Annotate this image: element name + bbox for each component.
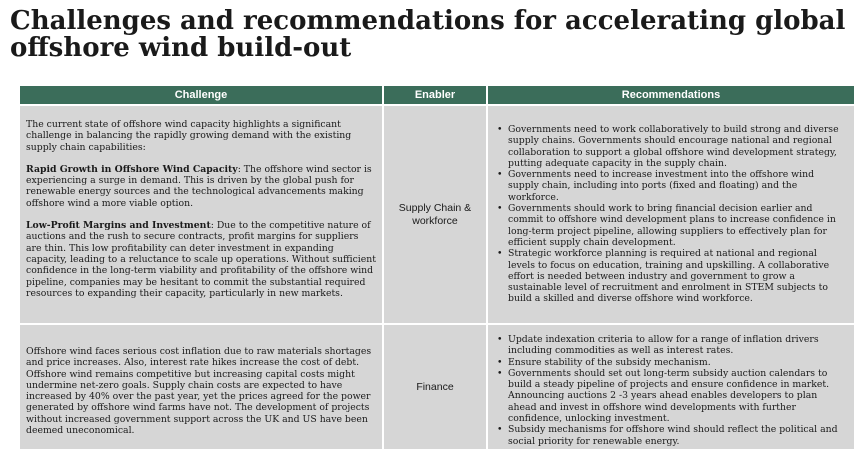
recommendation-item: • Governments need to work collaboratively to build strong and diverse supply chains. Governments should encourage national and regional collaboration to support a global offshore wind development strategy, putting adequate capacity in the supply chain.	[494, 124, 846, 169]
enabler-label: Supply Chain & workforce	[398, 201, 472, 227]
recommendation-item: • Governments need to increase investment into the offshore wind supply chain, including into ports (fixed and floating) and the workforce.	[494, 169, 846, 203]
recommendation-item: • Update indexation criteria to allow for a range of inflation drivers including commodities as well as interest rates.	[494, 334, 846, 357]
challenge-text: Offshore wind faces serious cost inflation due to raw materials shortages and price increases. Also, interest rate hikes increase the cost of debt. Offshore wind remains competitive but increasing capital costs might undermine net-zero goals. Supply chain costs are expected to have increased by 40% over the past year, yet the prices agreed for the power generated by offshore wind farms have not. The development of projects without increased government support across the UK and US have been deemed uneconomical.	[26, 346, 372, 437]
page-title: Challenges and recommendations for accelerating global offshore wind build-out	[10, 6, 846, 63]
challenge-heading: Rapid Growth in Offshore Wind Capacity	[26, 163, 238, 175]
enabler-cell-supply-chain	[384, 106, 486, 323]
header-challenge: Challenge	[20, 86, 382, 104]
challenge-heading: Low-Profit Margins and Investment	[26, 220, 211, 232]
challenge-cell-supply-chain	[20, 106, 382, 323]
header-recommendations: Recommendations	[488, 86, 854, 104]
challenge-intro: The current state of offshore wind capacity highlights a significant challenge in balancing the rapidly growing demand with the existing supply chain capabilities:	[26, 119, 352, 153]
recommendation-item: • Strategic workforce planning is required at national and regional levels to focus on education, training and upskilling. A collaborative effort is needed between industry and government to grow a sustainable level of recruitment and enrolment in STEM subjects to build a skilled and diverse offshore wind workforce.	[494, 248, 846, 304]
enabler-label: Finance	[416, 380, 454, 393]
recommendation-item: • Governments should work to bring financial decision earlier and commit to offshore wind development plans to increase confidence in long-term project pipeline, allowing suppliers to effectively plan for efficient supply chain development.	[494, 203, 846, 248]
challenge-cell-finance	[20, 325, 382, 449]
recommendation-item: • Ensure stability of the subsidy mechanism.	[494, 357, 846, 368]
recommendation-item: • Subsidy mechanisms for offshore wind should reflect the political and social priority for renewable energy.	[494, 424, 846, 447]
recommendations-cell-finance	[488, 325, 854, 449]
recommendation-list	[494, 334, 846, 447]
recommendation-list	[494, 124, 846, 305]
enabler-cell-finance	[384, 325, 486, 449]
recommendation-item: • Governments should set out long-term subsidy auction calendars to build a steady pipeline of projects and ensure confidence in market. Announcing auctions 2 -3 years ahead enables developers to plan ahead and invest in offshore wind developments with further confidence, unlocking investment.	[494, 368, 846, 424]
challenge-paragraph: Rapid Growth in Offshore Wind Capacity: The offshore wind sector is experiencing a surge in demand. This is driven by the global push for renewable energy sources and the technological advancements making offshore wind a more viable option.	[26, 163, 372, 209]
challenge-paragraph: Low-Profit Margins and Investment: Due to the competitive nature of auctions and the rush to secure contracts, profit margins for suppliers are thin. This low profitability can deter investment in expanding capacity, leading to a reluctance to scale up operations. Without sufficient confidence in the long-term viability and profitability of the offshore wind pipeline, companies may be hesitant to commit the substantial required resources to expanding their capacity, particularly in new markets.	[26, 220, 377, 299]
recommendations-cell-supply-chain	[488, 106, 854, 323]
header-enabler: Enabler	[384, 86, 486, 104]
